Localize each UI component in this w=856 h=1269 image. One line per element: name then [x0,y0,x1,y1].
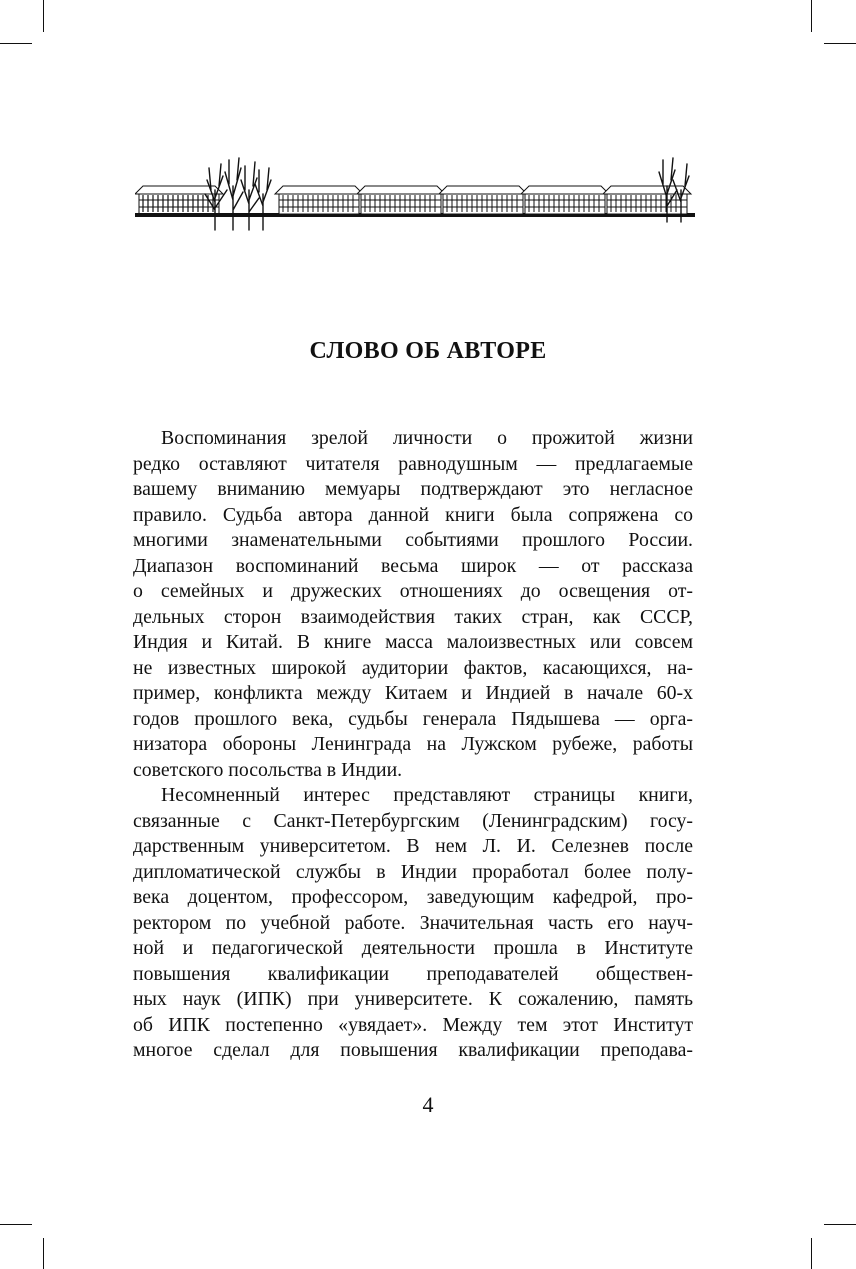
text-line: дельных сторон взаимодействия таких стран, как СССР, [133,605,693,628]
text-line: Несомненный интерес представляют страницы книги, [161,784,693,806]
text-line: Воспоминания зрелой личности о прожитой жизни [161,427,693,449]
text-line: советского посольства в Индии. [133,758,403,781]
text-line: века доцентом, профессором, заведующим кафедрой, про- [133,886,693,908]
text-line: редко оставляют читателя равнодушным — предлагаемые [133,452,693,475]
page-number: 4 [422,1092,434,1117]
building-ornament [135,150,695,232]
crop-mark [43,1238,44,1269]
crop-mark [824,43,856,44]
body-text [133,426,693,1064]
text-line: многое сделал для повышения квалификации преподава- [133,1039,693,1061]
text-line: дипломатической службы в Индии проработал более полу- [133,860,693,883]
text-line: вашему вниманию мемуары подтверждают это негласное [133,478,693,500]
text-line: пример, конфликта между Китаем и Индией в начале 60-х [133,682,693,704]
crop-mark [43,0,44,32]
text-line: правило. Судьба автора данной книги была сопряжена со [133,503,693,526]
page-title: СЛОВО ОБ АВТОРЕ [309,338,547,364]
text-line: повышения квалификации преподавателей обществен- [133,962,693,985]
crop-mark [0,43,32,44]
text-line: ректором по учебной работе. Значительная часть его науч- [133,911,693,934]
crop-mark [811,1238,812,1269]
text-line: Диапазон воспоминаний весьма широк — от рассказа [133,554,693,577]
text-line: годов прошлого века, судьбы генерала Пядышева — орга- [133,707,693,730]
crop-mark [811,0,812,32]
crop-mark [824,1224,856,1225]
text-line: ной и педагогической деятельности прошла в Институте [133,937,693,959]
text-line: об ИПК постепенно «увядает». Между тем этот Институт [133,1013,693,1036]
text-line: дарственным университетом. В нем Л. И. Селезнев после [133,835,693,857]
text-line: связанные с Санкт-Петербургским (Ленинградским) госу- [133,809,693,832]
text-line: низатора обороны Ленинграда на Лужском рубеже, работы [133,733,693,755]
text-line: ных наук (ИПК) при университете. К сожалению, память [133,988,693,1010]
crop-mark [0,1224,32,1225]
text-line: многими знаменательными событиями прошлого России. [133,529,693,551]
text-line: Индия и Китай. В книге масса малоизвестных или совсем [133,631,693,653]
text-line: о семейных и дружеских отношениях до освещения от- [133,580,693,602]
text-line: не известных широкой аудитории фактов, касающихся, на- [133,656,693,679]
